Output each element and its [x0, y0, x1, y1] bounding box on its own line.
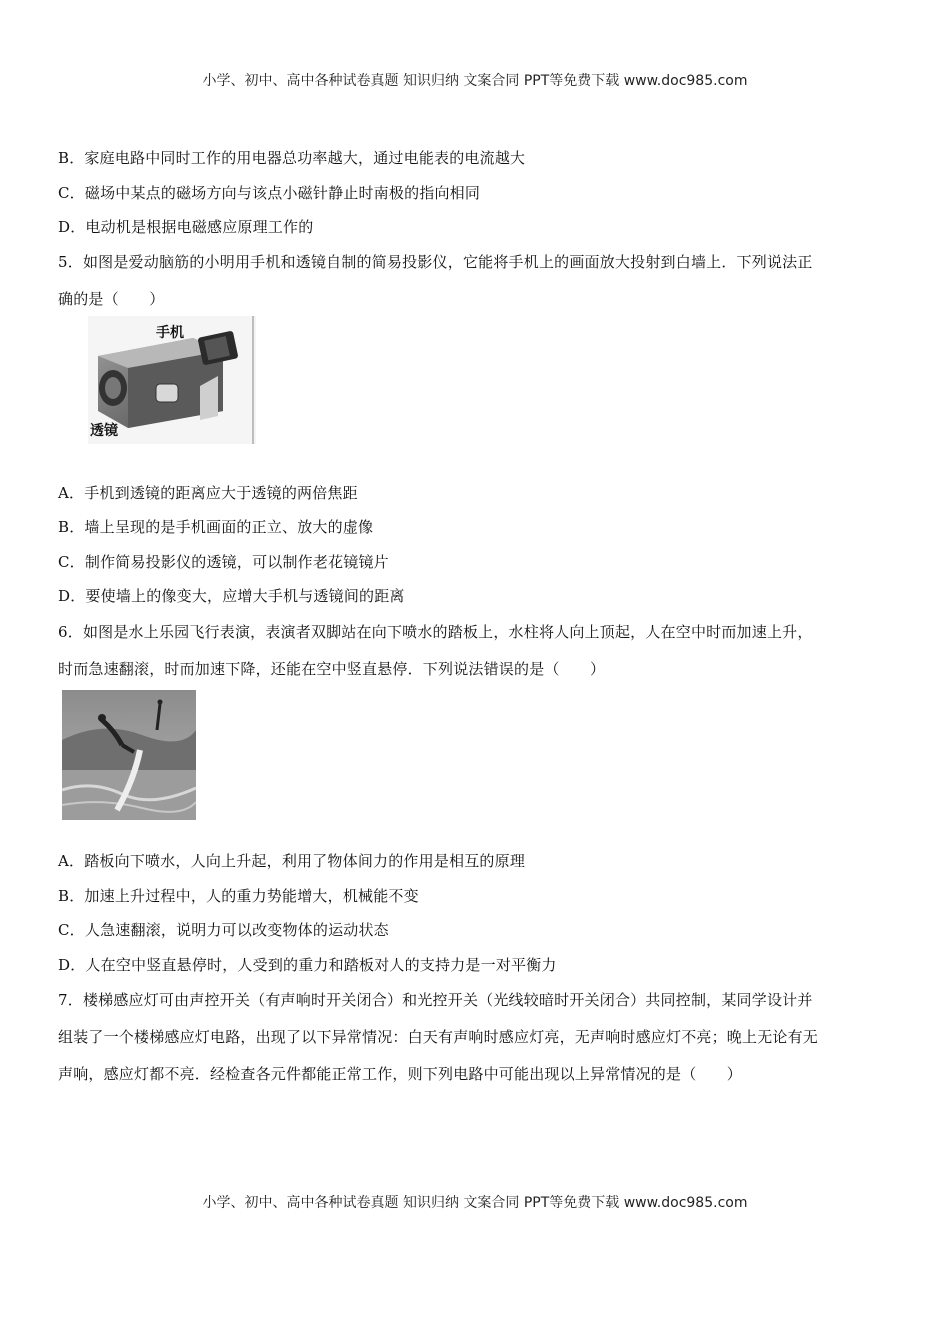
q4-option-d: D．电动机是根据电磁感应原理工作的: [58, 218, 314, 236]
q7-stem-line1: 7．楼梯感应灯可由声控开关（有声响时开关闭合）和光控开关（光线较暗时开关闭合）共同控制，某同学设计并: [58, 991, 813, 1009]
q5-option-c: C．制作简易投影仪的透镜，可以制作老花镜镜片: [58, 553, 389, 571]
q6-stem-line1: 6．如图是水上乐园飞行表演，表演者双脚站在向下喷水的踏板上，水柱将人向上顶起，人在空中时而加速上升，: [58, 623, 813, 641]
q5-option-b: B．墙上呈现的是手机画面的正立、放大的虚像: [58, 518, 374, 536]
q6-stem-line2: 时而急速翻滚，时而加速下降，还能在空中竖直悬停．下列说法错误的是（ ）: [58, 660, 606, 678]
q5-option-a: A．手机到透镜的距离应大于透镜的两倍焦距: [58, 484, 358, 502]
fig-label-phone: 手机: [156, 325, 184, 341]
q5-stem-line1: 5．如图是爱动脑筋的小明用手机和透镜自制的简易投影仪，它能将手机上的画面放大投射到白墙上．下列说法正: [58, 253, 813, 271]
q6-option-c: C．人急速翻滚，说明力可以改变物体的运动状态: [58, 921, 389, 939]
q6-option-a: A．踏板向下喷水，人向上升起，利用了物体间力的作用是相互的原理: [58, 852, 526, 870]
q5-stem-line2: 确的是（ ）: [58, 290, 165, 308]
q5-option-d: D．要使墙上的像变大，应增大手机与透镜间的距离: [58, 587, 405, 605]
q4-option-c: C．磁场中某点的磁场方向与该点小磁针静止时南极的指向相同: [58, 184, 481, 202]
q4-option-b: B．家庭电路中同时工作的用电器总功率越大，通过电能表的电流越大: [58, 149, 526, 167]
fig-label-lens: 透镜: [90, 423, 118, 439]
q6-option-d: D．人在空中竖直悬停时，人受到的重力和踏板对人的支持力是一对平衡力: [58, 956, 557, 974]
q7-stem-line3: 声响，感应灯都不亮．经检查各元件都能正常工作，则下列电路中可能出现以上异常情况的是（ ）: [58, 1065, 743, 1083]
page-footer: 小学、初中、高中各种试卷真题 知识归纳 文案合同 PPT等免费下载 www.doc985.com: [202, 1195, 748, 1211]
q7-stem-line2: 组装了一个楼梯感应灯电路，出现了以下异常情况：白天有声响时感应灯亮，无声响时感应灯不亮；晚上无论有无: [58, 1028, 819, 1046]
q5-projector-figure: [88, 316, 256, 444]
q6-flyboard-photo: [62, 690, 196, 820]
page-header: 小学、初中、高中各种试卷真题 知识归纳 文案合同 PPT等免费下载 www.doc985.com: [202, 73, 748, 89]
q6-option-b: B．加速上升过程中，人的重力势能增大，机械能不变: [58, 887, 419, 905]
